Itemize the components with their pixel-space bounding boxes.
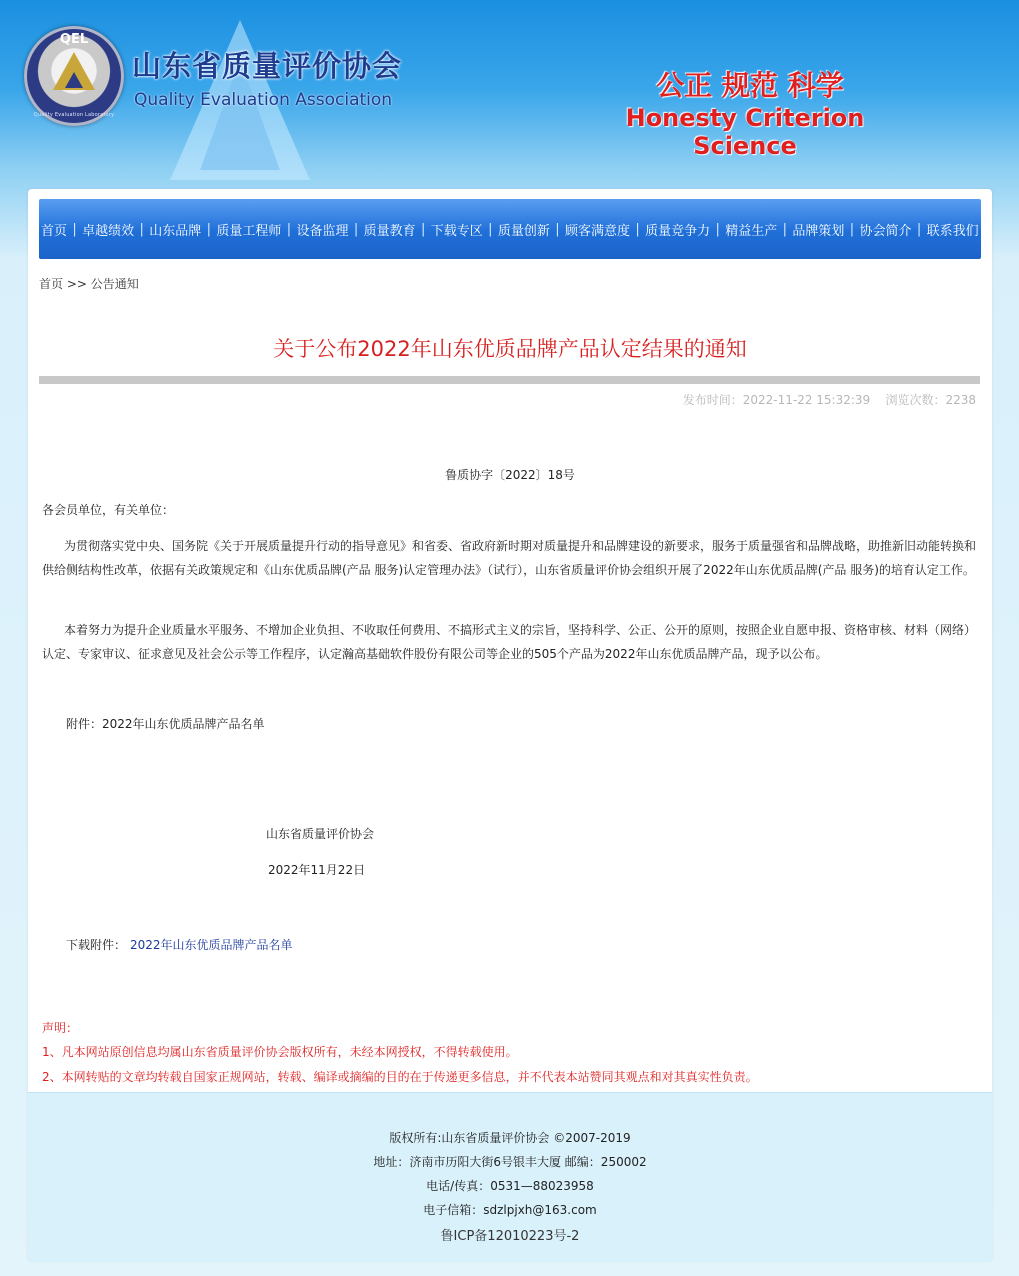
- breadcrumb: [39, 275, 139, 292]
- breadcrumb-current-link[interactable]: 公告通知: [90, 277, 139, 291]
- nav-separator: |: [488, 221, 493, 237]
- logo-text: QEL: [59, 32, 89, 47]
- article-meta: [683, 391, 976, 408]
- nav-separator: |: [286, 221, 292, 237]
- publish-time: 发布时间：2022-11-22 15:32:39: [682, 393, 871, 407]
- salutation: 各会员单位，有关单位：: [42, 503, 175, 517]
- nav-item-quality-innovation[interactable]: 质量创新: [497, 223, 550, 239]
- nav-separator: |: [635, 221, 640, 237]
- nav-item-shandong-brand[interactable]: 山东品牌: [149, 223, 202, 239]
- footer-icp[interactable]: 鲁ICP备12010223号-2: [440, 1229, 580, 1244]
- body-paragraph-1: 为贯彻落实党中央、国务院《关于开展质量提升行动的指导意见》和省委、省政府新时期对质量提升和品牌建设的新要求，服务于质量强省和品牌战略，助推新旧动能转换和供给侧结构性改革，依据有关政策规定和《山东优质品牌(产品 服务)认定管理办法》（试行），山东省质量评价协会组织开展了2022年山东优质品牌(产品 服务)的培育认定工作。: [42, 539, 977, 577]
- nav-item-lean-production[interactable]: 精益生产: [725, 223, 778, 239]
- nav-item-quality-education[interactable]: 质量教育: [363, 223, 416, 239]
- nav-item-home[interactable]: 首页: [41, 223, 68, 239]
- footer-address: 地址：济南市历阳大街6号银丰大厦 邮编：250002: [373, 1155, 647, 1169]
- nav-separator: |: [421, 221, 426, 237]
- logo-ring-text: Quality Evaluation Laboratory: [33, 112, 115, 118]
- slogan-cn: 公正 规范 科学: [656, 69, 844, 102]
- download-label: 下载附件：: [66, 938, 127, 952]
- site-header: [0, 0, 1019, 190]
- view-count: 浏览次数：2238: [885, 393, 976, 407]
- nav-separator: |: [72, 221, 77, 237]
- nav-separator: |: [916, 221, 922, 237]
- title-divider: [39, 376, 980, 384]
- footer-copyright: 版权所有:山东省质量评价协会 ©2007-2019: [389, 1131, 631, 1145]
- download-link[interactable]: 2022年山东优质品牌产品名单: [130, 938, 293, 952]
- nav-separator: |: [555, 221, 560, 237]
- site-footer: [28, 1092, 992, 1262]
- nav-item-contact[interactable]: 联系我们: [926, 223, 979, 239]
- main-container: [28, 189, 992, 1261]
- nav-item-about[interactable]: 协会简介: [859, 223, 912, 239]
- declaration-item-1: 1、凡本网站原创信息均属山东省质量评价协会版权所有，未经本网授权，不得转载使用。: [42, 1045, 518, 1059]
- nav-separator: |: [849, 221, 855, 237]
- qel-logo[interactable]: [24, 26, 124, 126]
- main-nav: [39, 199, 981, 259]
- org-name-cn: 山东省质量评价协会: [132, 49, 403, 83]
- attachment-note: 附件：2022年山东优质品牌产品名单: [66, 717, 265, 731]
- document-number: 鲁质协字〔2022〕18号: [445, 468, 575, 482]
- nav-item-equipment-supervision[interactable]: 设备监理: [296, 223, 349, 239]
- nav-separator: |: [353, 221, 359, 237]
- nav-item-excellence[interactable]: 卓越绩效: [82, 223, 135, 239]
- footer-email: 电子信箱：sdzlpjxh@163.com: [423, 1203, 597, 1217]
- logo-inner-triangle-icon: [65, 72, 83, 88]
- nav-separator: |: [782, 221, 788, 237]
- nav-item-downloads[interactable]: 下载专区: [430, 223, 483, 239]
- nav-separator: |: [139, 221, 144, 237]
- breadcrumb-home-link[interactable]: 首页: [39, 277, 64, 291]
- article-title: 关于公布2022年山东优质品牌产品认定结果的通知: [273, 337, 747, 361]
- download-attachment: [66, 936, 293, 953]
- nav-item-brand-planning[interactable]: 品牌策划: [792, 223, 845, 239]
- nav-item-customer-satisfaction[interactable]: 顾客满意度: [565, 223, 631, 239]
- nav-item-quality-competitiveness[interactable]: 质量竞争力: [645, 223, 711, 239]
- breadcrumb-separator: >>: [66, 277, 87, 291]
- body-paragraph-2: 本着努力为提升企业质量水平服务、不增加企业负担、不收取任何费用、不搞形式主义的宗旨，坚持科学、公正、公开的原则，按照企业自愿申报、资格审核、材料（网络）认定、专家审议、征求意见及社会公示等工作程序，认定瀚高基础软件股份有限公司等企业的505个产品为2022年山东优质品牌产品，现予以公布。: [42, 623, 977, 661]
- nav-separator: |: [206, 221, 212, 237]
- signer: 山东省质量评价协会: [266, 827, 375, 841]
- declaration-title: 声明：: [42, 1021, 79, 1035]
- declaration-item-2: 2、本网转贴的文章均转载自国家正规网站，转载、编译或摘编的目的在于传递更多信息，并不代表本站赞同其观点和对其真实性负责。: [42, 1070, 758, 1084]
- nav-separator: |: [715, 221, 720, 237]
- nav-item-quality-engineer[interactable]: 质量工程师: [216, 223, 282, 239]
- signature-date: 2022年11月22日: [268, 863, 366, 877]
- footer-phone: 电话/传真：0531—88023958: [426, 1179, 594, 1193]
- org-name-en: Quality Evaluation Association: [134, 90, 393, 110]
- slogan-en: Honesty Criterion Science: [625, 104, 865, 160]
